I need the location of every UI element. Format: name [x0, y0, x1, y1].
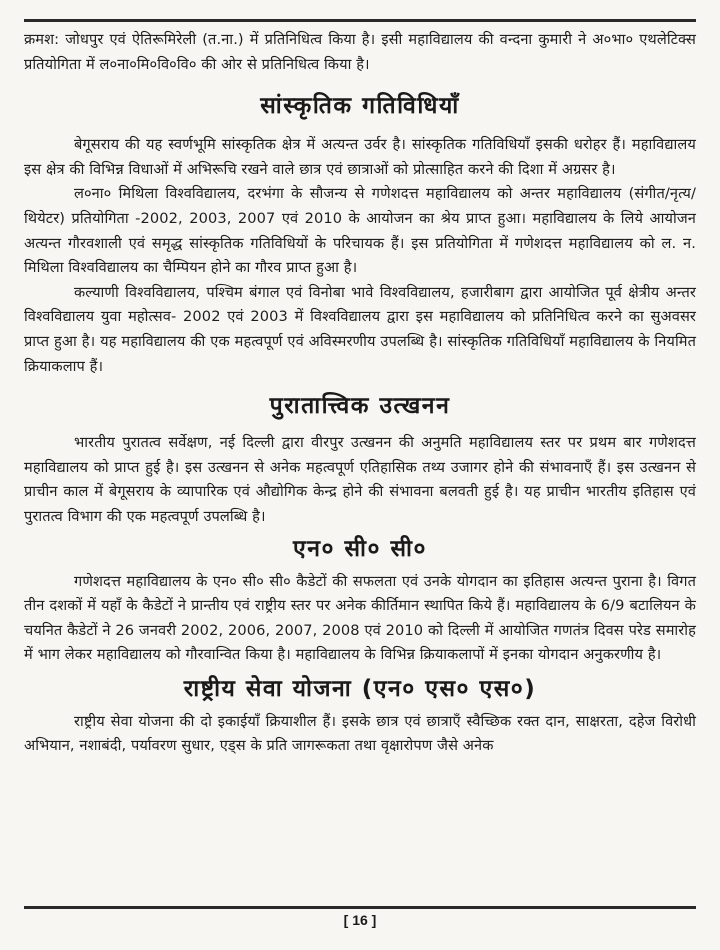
sanskritik-paragraph-1: बेगूसराय की यह स्वर्णभूमि सांस्कृतिक क्षेत्र में अत्यन्त उर्वर है। सांस्कृतिक गतिविधियाँ इसकी धरोहर हैं। महाविद्यालय इस क्षेत्र की विभिन्न विधाओं में अभिरूचि रखने वाले छात्र एवं छात्राओं को प्रोत्साहित करने की दिशा में अग्रसर है।	[24, 136, 696, 178]
intro-paragraph: क्रमश: जोधपुर एवं ऐतिरूमिरेली (त.ना.) में प्रतिनिधित्व किया है। इसी महाविद्यालय की वन्दना कुमारी ने अ०भा० एथलेटिक्स प्रतियोगिता में ल०ना०मि०वि०वि० की ओर से प्रतिनिधित्व किया है।	[24, 31, 696, 73]
puratatvik-paragraph: भारतीय पुरातत्व सर्वेक्षण, नई दिल्ली द्वारा वीरपुर उत्खनन की अनुमति महाविद्यालय स्तर पर प्रथम बार गणेशदत्त महाविद्यालय को प्राप्त हुई है। इस उत्खनन से अनेक महत्वपूर्ण एतिहासिक तथ्य उजागर होने की संभावनाएँ हैं। इस उत्खनन से प्राचीन काल में बेगूसराय के व्यापारिक एवं औद्योगिक केन्द्र होने की संभावना बलवती हुई है। यह प्राचीन भारतीय इतिहास एवं पुरातत्व विभाग की एक महत्वपूर्ण उपलब्धि है।	[24, 434, 696, 525]
bottom-rule	[24, 906, 696, 909]
section-heading-puratatvik: पुरातात्त्विक उत्खनन	[269, 393, 451, 420]
top-rule	[24, 19, 696, 22]
sanskritik-paragraph-2: ल०ना० मिथिला विश्वविद्यालय, दरभंगा के सौजन्य से गणेशदत्त महाविद्यालय को अन्तर महाविद्यालय (संगीत/नृत्य/थियेटर) प्रतियोगिता -2002, 2003, 2007 एवं 2010 के आयोजन का श्रेय प्राप्त हुआ। महाविद्यालय के लिये आयोजन अत्यन्त गौरवशाली एवं समृद्ध सांस्कृतिक गतिविधियों के परिचायक हैं। इस प्रतियोगिता में गणेशदत्त महाविद्यालय को ल. न. मिथिला विश्वविद्यालय का चैम्पियन होने का गौरव प्राप्त हुआ है।	[24, 185, 696, 277]
page-content	[24, 28, 696, 759]
section-heading-sanskritik: सांस्कृतिक गतिविधियाँ	[260, 93, 460, 120]
section-heading-nss: राष्ट्रीय सेवा योजना (एन० एस० एस०)	[183, 675, 537, 702]
page-number: [ 16 ]	[343, 912, 377, 928]
sanskritik-paragraph-3: कल्याणी विश्वविद्यालय, पश्चिम बंगाल एवं विनोबा भावे विश्वविद्यालय, हजारीबाग द्वारा आयोजित पूर्व क्षेत्रीय अन्तर विश्वविद्यालय युवा महोत्सव- 2002 एवं 2003 में विश्वविद्यालय द्वारा इस महाविद्यालय को प्रतिनिधित्व करने का सुअवसर प्राप्त हुआ है। यह महाविद्यालय की एक महत्वपूर्ण एवं अविस्मरणीय उपलब्धि है। सांस्कृतिक गतिविधियाँ महाविद्यालय के नियमित क्रियाकलाप हैं।	[24, 283, 696, 375]
ncc-paragraph: गणेशदत्त महाविद्यालय के एन० सी० सी० कैडेटों की सफलता एवं उनके योगदान का इतिहास अत्यन्त पुराना है। विगत तीन दशकों में यहाँ के कैडेटों ने प्रान्तीय एवं राष्ट्रीय स्तर पर अनेक कीर्तिमान स्थापित किये हैं। महाविद्यालय के 6/9 बटालियन के चयनित कैडेटों ने 26 जनवरी 2002, 2006, 2007, 2008 एवं 2010 को दिल्ली में आयोजित गणतंत्र दिवस परेड समारोह में भाग लेकर महाविद्यालय को गौरवान्वित किया है। महाविद्यालय के विभिन्न क्रियाकलापों में इनका योगदान अनुकरणीय है।	[24, 572, 696, 664]
nss-paragraph: राष्ट्रीय सेवा योजना की दो इकाईयाँ क्रियाशील हैं। इसके छात्र एवं छात्राएँ स्वैच्छिक रक्त दान, साक्षरता, दहेज विरोधी अभियान, नशाबंदी, पर्यावरण सुधार, एड्स के प्रति जागरूकता तथा वृक्षारोपण जैसे अनेक	[24, 712, 696, 755]
section-heading-ncc: एन० सी० सी०	[293, 535, 427, 562]
